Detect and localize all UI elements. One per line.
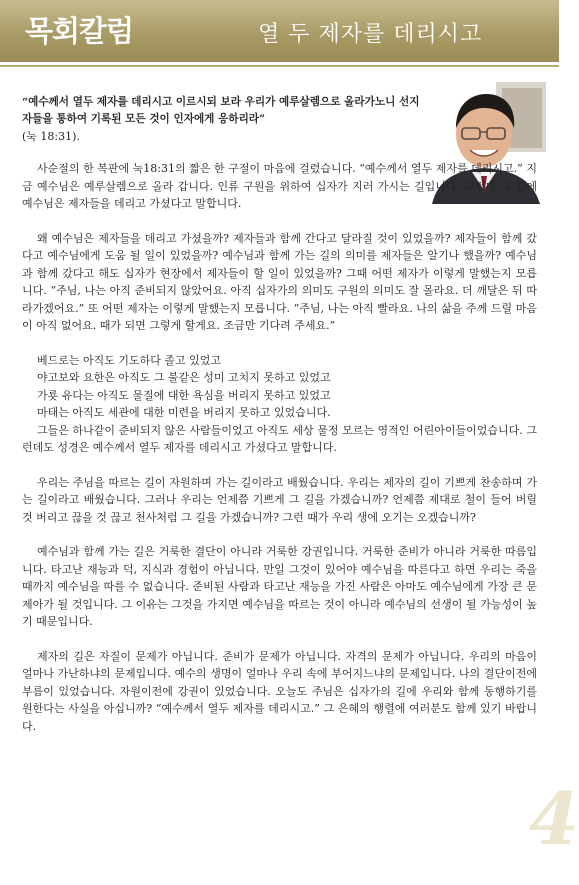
line-judas: 가룟 유다는 아직도 물질에 대한 욕심을 버리지 못하고 있었고 (37, 388, 331, 402)
line-matthew: 마태는 아직도 세관에 대한 미련을 버리지 못하고 있었습니다. (37, 406, 331, 419)
page-number: 4 (529, 776, 579, 861)
paragraph-unprepared: 그들은 하나같이 준비되지 않은 사람들이었고 아직도 세상 물정 모르는 영적인 어린아이들이었습니다. 그런데도 성경은 예수께서 열두 제자를 데리시고 가셨다고 말합니다. (22, 423, 537, 454)
column-subtitle: 열 두 제자를 데리시고 (258, 22, 483, 47)
paragraph-questions: 왜 예수님은 제자들을 데리고 가셨을까? 제자들과 함께 간다고 달라질 것이 있었을까? 제자들이 함께 갔다고 예수님에게 도움 될 일이 있었을까? 예수님과 함께 가는 길의 의미를 제자들은 알기나 했을까? 예수님과 함께 갔다고 해도 십자가 현장에서 제자들이 할 일이 있었을까? 그때 어떤 제자가 이렇게 말했는지 모릅니다. “주님, 나는 아직 준비되지 않았어요. 아직 십자가의 의미도 구원의 의미도 잘 몰라요. 더 깨달은 뒤 따라가겠어요.” 또 어떤 제자는 이렇게 말했는지 모릅니다. “주님, 나는 아직 빨라요. 나의 삶을 주께 드릴 마음이 아직 없어요. 때가 되면 그렇게 할게요. 조금만 기다려 주세요.” (22, 231, 537, 332)
paragraph-intro: 사순절의 한 복판에 눅18:31의 짧은 한 구절이 마음에 걸렸습니다. “예수께서 열두 제자를 데리시고.” 지금 예수님은 예루살렘으로 올라 갑니다. 인류 구원을 위하여 십자가 지러 가시는 길입니다. 그런데 그 길에 예수님은 제자들을 데리고 가셨다고 말합니다. (22, 162, 537, 210)
line-james-john: 야고보와 요한은 아직도 그 불같은 성미 고치지 못하고 있었고 (37, 371, 331, 384)
column-body (22, 160, 537, 735)
paragraph-conclusion: 제자의 길은 자질이 문제가 아닙니다. 준비가 문제가 아닙니다. 자격의 문제가 아닙니다. 우리의 마음이 얼마나 가난하냐의 문제입니다. 예수의 생명이 얼마나 우리 속에 부어지느냐의 문제입니다. 나의 결단이전에 부름이 있었습니다. 자원이전에 강권이 있었습니다. 오늘도 주님은 십자가의 길에 우리와 함께 동행하기를 원한다는 사실을 아십니까? “예수께서 열두 제자를 데리시고.” 그 은혜의 행렬에 여러분도 함께 있기 바랍니다. (22, 649, 537, 733)
column-header (0, 0, 559, 62)
line-peter: 베드로는 아직도 기도하다 졸고 있었고 (37, 353, 222, 367)
scripture-quote: “예수께서 열두 제자를 데리시고 이르시되 보라 우리가 예루살렘으로 올라가노니 선지자들을 통하여 기록된 모든 것이 인자에게 응하리라” (22, 96, 420, 125)
header-divider-gold (0, 65, 559, 67)
paragraph-path: 우리는 주님을 따르는 길이 자원하며 가는 길이라고 배웠습니다. 우리는 제자의 길이 기쁘게 찬송하며 가는 길이라고 배웠습니다. 그러나 우리는 언제쯤 기쁘게 그 길을 가겠습니까? 언제쯤 제대로 철이 들어 버릴 것 버리고 끊을 것 끊고 천사처럼 그 길을 가겠습니까? 그런 때가 우리 생에 오기는 오겠습니까? (22, 475, 537, 524)
scripture-reference: (눅 18:31). (22, 130, 80, 143)
paragraph-compulsion: 예수님과 함께 가는 길은 거룩한 결단이 아니라 거룩한 강권입니다. 거룩한 준비가 아니라 거룩한 따름입니다. 타고난 재능과 덕, 지식과 경험이 아닙니다. 만일 그것이 있어야 예수님을 따른다고 하면 우리는 죽을 때까지 예수님을 따를 수 없습니다. 준비된 사람과 타고난 재능을 가진 사람은 아마도 예수님에게 가장 큰 문제아가 될 것입니다. 그 이유는 그것을 가지면 예수님을 따르는 것이 아니라 예수님의 선생이 될 가능성이 높기 때문입니다. (22, 545, 537, 628)
column-title: 목회칼럼 (25, 14, 134, 48)
